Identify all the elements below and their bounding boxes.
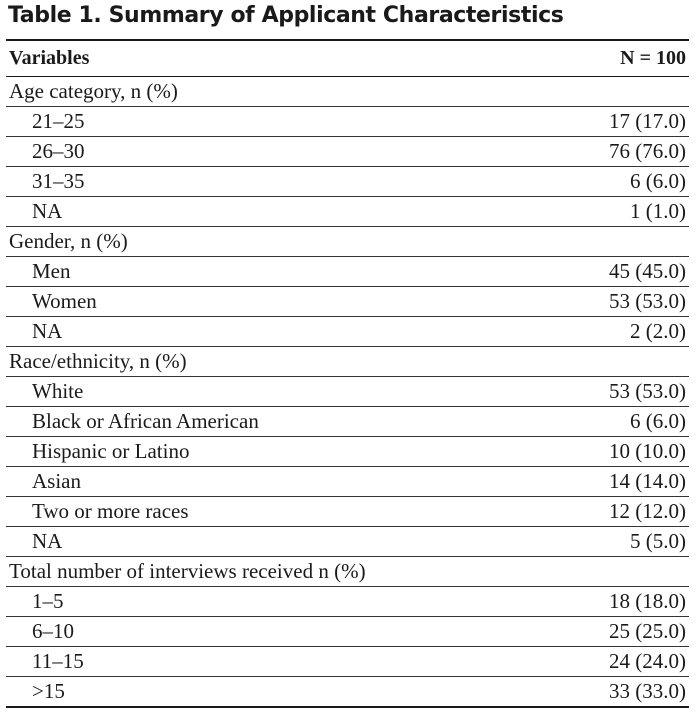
row-label: NA bbox=[6, 527, 525, 557]
table-row bbox=[6, 407, 689, 437]
section-row bbox=[6, 557, 689, 587]
row-label: 6–10 bbox=[6, 617, 525, 647]
section-label: Gender, n (%) bbox=[6, 227, 689, 257]
row-label: Asian bbox=[6, 467, 525, 497]
row-label: 1–5 bbox=[6, 587, 525, 617]
row-label: 31–35 bbox=[6, 167, 525, 197]
table-row bbox=[6, 437, 689, 467]
table-row bbox=[6, 317, 689, 347]
row-label: Men bbox=[6, 257, 525, 287]
row-value: 33 (33.0) bbox=[525, 677, 689, 708]
row-value: 76 (76.0) bbox=[525, 137, 689, 167]
header-variables: Variables bbox=[6, 40, 525, 77]
row-label: 21–25 bbox=[6, 107, 525, 137]
row-label: Hispanic or Latino bbox=[6, 437, 525, 467]
row-value: 2 (2.0) bbox=[525, 317, 689, 347]
row-label: NA bbox=[6, 317, 525, 347]
row-label: NA bbox=[6, 197, 525, 227]
row-value: 45 (45.0) bbox=[525, 257, 689, 287]
table-row bbox=[6, 587, 689, 617]
section-label: Race/ethnicity, n (%) bbox=[6, 347, 689, 377]
row-value: 14 (14.0) bbox=[525, 467, 689, 497]
header-n: N = 100 bbox=[525, 40, 689, 77]
table-row bbox=[6, 107, 689, 137]
table-header-row bbox=[6, 40, 689, 77]
row-label: Women bbox=[6, 287, 525, 317]
section-label: Age category, n (%) bbox=[6, 77, 689, 107]
section-row bbox=[6, 227, 689, 257]
table-row bbox=[6, 257, 689, 287]
table-row bbox=[6, 167, 689, 197]
row-value: 6 (6.0) bbox=[525, 167, 689, 197]
table-row bbox=[6, 197, 689, 227]
table-row bbox=[6, 527, 689, 557]
row-value: 12 (12.0) bbox=[525, 497, 689, 527]
row-label: White bbox=[6, 377, 525, 407]
row-value: 24 (24.0) bbox=[525, 647, 689, 677]
row-value: 5 (5.0) bbox=[525, 527, 689, 557]
row-value: 53 (53.0) bbox=[525, 377, 689, 407]
row-value: 18 (18.0) bbox=[525, 587, 689, 617]
section-label: Total number of interviews received n (%) bbox=[6, 557, 689, 587]
table-row bbox=[6, 617, 689, 647]
section-row bbox=[6, 77, 689, 107]
table-row bbox=[6, 677, 689, 708]
row-value: 10 (10.0) bbox=[525, 437, 689, 467]
row-value: 53 (53.0) bbox=[525, 287, 689, 317]
section-row bbox=[6, 347, 689, 377]
row-label: 11–15 bbox=[6, 647, 525, 677]
table-row bbox=[6, 647, 689, 677]
row-value: 17 (17.0) bbox=[525, 107, 689, 137]
table-row bbox=[6, 467, 689, 497]
row-label: 26–30 bbox=[6, 137, 525, 167]
table-row bbox=[6, 377, 689, 407]
row-value: 25 (25.0) bbox=[525, 617, 689, 647]
summary-table bbox=[6, 39, 689, 708]
row-label: Two or more races bbox=[6, 497, 525, 527]
table-title: Table 1. Summary of Applicant Characteristics bbox=[8, 3, 564, 28]
table-row bbox=[6, 137, 689, 167]
table-row bbox=[6, 497, 689, 527]
row-label: Black or African American bbox=[6, 407, 525, 437]
table-row bbox=[6, 287, 689, 317]
row-value: 6 (6.0) bbox=[525, 407, 689, 437]
row-value: 1 (1.0) bbox=[525, 197, 689, 227]
row-label: >15 bbox=[6, 677, 525, 708]
